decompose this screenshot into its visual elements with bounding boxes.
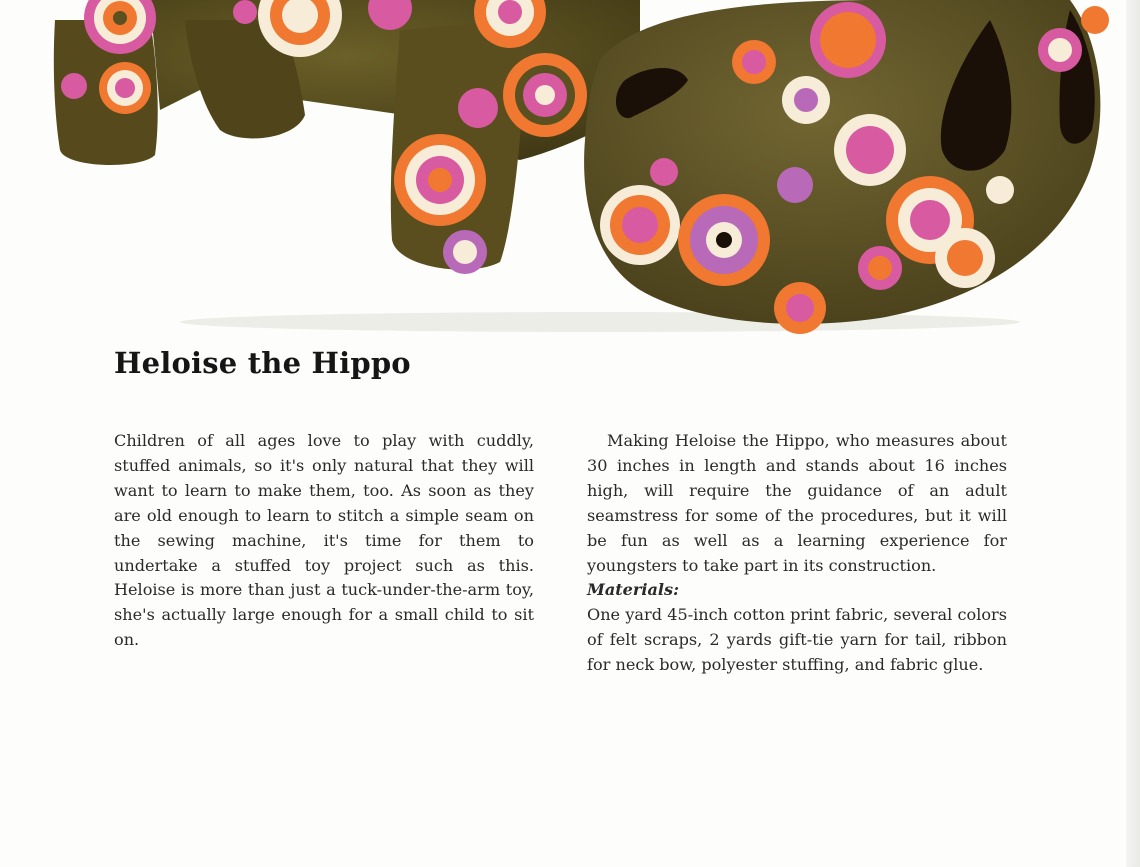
hippo-photo (0, 0, 1140, 335)
left-column (114, 429, 534, 653)
materials-heading: Materials: (587, 580, 680, 600)
page-edge (1126, 0, 1140, 867)
right-column (587, 429, 1007, 678)
intro-paragraph: Children of all ages love to play with cuddly, stuffed animals, so it's only natural that they will want to learn to make them, too. As soon as they are old enough to learn to stitch a simple seam on the sewing machine, it's time for them to undertake a stuffed toy project such as this. Heloise is more than just a tuck-under-the-arm toy, she's actually large enough for a small child to sit on. (114, 431, 534, 650)
description-paragraph: Making Heloise the Hippo, who measures about 30 inches in length and stands about 16 inches high, will require the guidance of an adult seamstress for some of the procedures, but it will be fun as well as a learning experience for youngsters to take part in its construction. (587, 431, 1007, 575)
article-title: Heloise the Hippo (114, 346, 411, 380)
materials-list: One yard 45-inch cotton print fabric, several colors of felt scraps, 2 yards gift-tie yarn for tail, ribbon for neck bow, polyester stuffing, and fabric glue. (587, 605, 1007, 675)
